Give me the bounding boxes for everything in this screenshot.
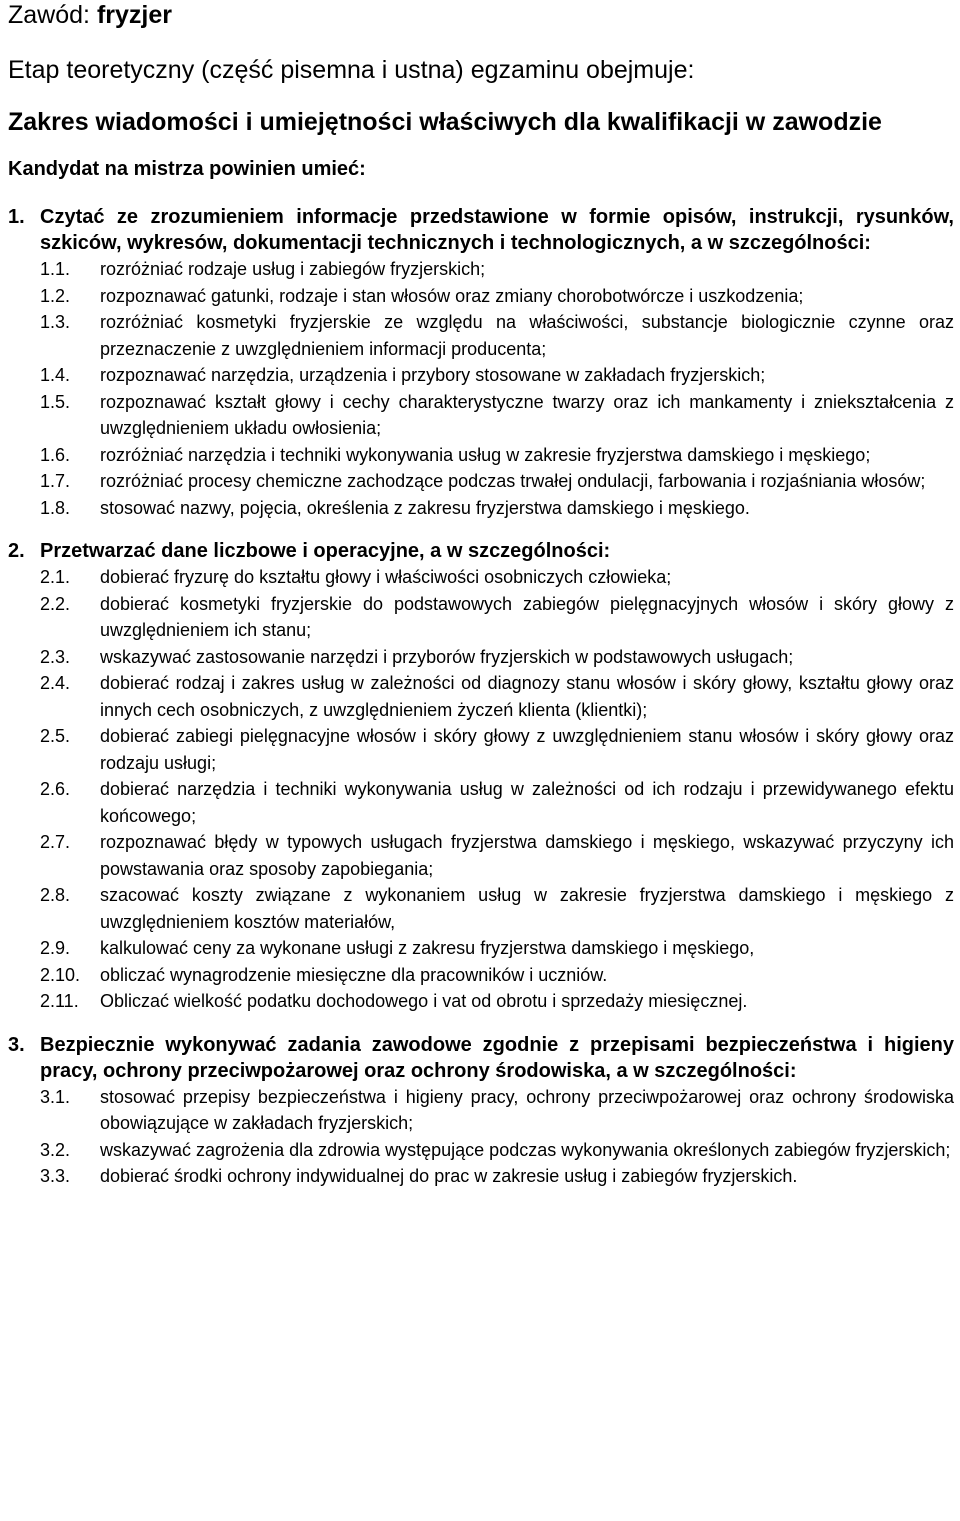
item-text: szacować koszty związane z wykonaniem usług w zakresie fryzjerstwa damskiego i męskiego z uwzględnieniem kosztów materiałów, bbox=[100, 885, 954, 932]
list-item bbox=[8, 1137, 954, 1164]
list-item bbox=[8, 495, 954, 522]
section-number: 1. bbox=[8, 206, 25, 228]
item-text: rozpoznawać gatunki, rodzaje i stan włosów oraz zmiany chorobotwórcze i uszkodzenia; bbox=[100, 285, 804, 306]
section-3 bbox=[8, 1032, 954, 1190]
profession-line bbox=[8, 0, 954, 30]
profession-label: Zawód: bbox=[8, 1, 97, 29]
candidate-intro: Kandydat na mistrza powinien umieć: bbox=[8, 158, 366, 180]
item-text: stosować nazwy, pojęcia, określenia z zakresu fryzjerstwa damskiego i męskiego. bbox=[100, 497, 750, 518]
section-title: Przetwarzać dane liczbowe i operacyjne, a w szczególności: bbox=[40, 540, 611, 562]
list-item bbox=[8, 644, 954, 671]
section-title: Bezpiecznie wykonywać zadania zawodowe zgodnie z przepisami bezpieczeństwa i higieny pracy, ochrony przeciwpożarowej oraz ochrony środowiska, a w szczególności: bbox=[40, 1033, 954, 1082]
list-item bbox=[8, 723, 954, 776]
item-text: obliczać wynagrodzenie miesięczne dla pracowników i uczniów. bbox=[100, 964, 608, 985]
item-text: dobierać narzędzia i techniki wykonywania usług w zależności od ich rodzaju i przewidywanego efektu końcowego; bbox=[100, 779, 954, 826]
item-number: 2.3. bbox=[40, 646, 71, 667]
item-text: Obliczać wielkość podatku dochodowego i vat od obrotu i sprzedaży miesięcznej. bbox=[100, 991, 748, 1011]
item-text: rozróżniać kosmetyki fryzjerskie ze względu na właściwości, substancje biologicznie czynne oraz przeznaczenie z uwzględnieniem informacji producenta; bbox=[100, 312, 954, 359]
list-item bbox=[8, 1163, 954, 1190]
item-number: 1.4. bbox=[40, 365, 71, 385]
item-number: 1.3. bbox=[40, 312, 71, 332]
section-1 bbox=[8, 204, 954, 521]
list-item bbox=[8, 670, 954, 723]
profession-value: fryzjer bbox=[96, 1, 172, 29]
item-number: 2.5. bbox=[40, 726, 71, 746]
item-number: 3.3. bbox=[40, 1166, 71, 1186]
item-text: wskazywać zastosowanie narzędzi i przyborów fryzjerskich w podstawowych usługach; bbox=[100, 646, 794, 667]
item-number: 1.1. bbox=[40, 259, 71, 279]
item-number: 1.8. bbox=[40, 497, 71, 518]
item-text: rozpoznawać błędy w typowych usługach fryzjerstwa damskiego i męskiego, wskazywać przyczyny ich powstawania oraz sposoby zapobiegania; bbox=[100, 832, 954, 879]
item-text: rozróżniać narzędzia i techniki wykonywania usług w zakresie fryzjerstwa damskiego i męskiego; bbox=[100, 444, 871, 465]
list-item bbox=[8, 591, 954, 644]
section-heading bbox=[8, 538, 954, 564]
list-item bbox=[8, 309, 954, 362]
section-2 bbox=[8, 538, 954, 1015]
list-item bbox=[8, 962, 954, 989]
item-number: 3.2. bbox=[40, 1139, 71, 1160]
exam-scope-heading: Etap teoretyczny (część pisemna i ustna) egzaminu obejmuje: bbox=[8, 56, 695, 84]
item-text: dobierać fryzurę do kształtu głowy i właściwości osobniczych człowieka; bbox=[100, 567, 672, 587]
item-number: 2.7. bbox=[40, 832, 71, 852]
list-item bbox=[8, 389, 954, 442]
section-number: 2. bbox=[8, 540, 25, 562]
requirements-list bbox=[8, 204, 954, 1190]
item-text: rozpoznawać narzędzia, urządzenia i przybory stosowane w zakładach fryzjerskich; bbox=[100, 365, 766, 385]
item-number: 3.1. bbox=[40, 1086, 71, 1107]
item-text: kalkulować ceny za wykonane usługi z zakresu fryzjerstwa damskiego i męskiego, bbox=[100, 938, 755, 958]
item-number: 2.10. bbox=[40, 964, 81, 985]
qualification-scope-heading: Zakres wiadomości i umiejętności właściwych dla kwalifikacji w zawodzie bbox=[8, 108, 882, 136]
section-title: Czytać ze zrozumieniem informacje przedstawione w formie opisów, instrukcji, rysunków, szkiców, wykresów, dokumentacji technicznych i technologicznych, a w szczególności: bbox=[40, 206, 954, 254]
list-item bbox=[8, 882, 954, 935]
item-text: stosować przepisy bezpieczeństwa i higieny pracy, ochrony przeciwpożarowej oraz ochrony środowiska obowiązujące w zakładach fryzjerskich; bbox=[100, 1086, 954, 1133]
item-text: rozpoznawać kształt głowy i cechy charakterystyczne twarzy oraz ich mankamenty i zniekształcenia z uwzględnieniem układu owłosienia; bbox=[100, 391, 954, 438]
item-number: 2.11. bbox=[40, 991, 79, 1011]
item-number: 1.5. bbox=[40, 391, 71, 412]
list-item bbox=[8, 283, 954, 310]
item-text: rozróżniać procesy chemiczne zachodzące podczas trwałej ondulacji, farbowania i rozjaśniania włosów; bbox=[100, 471, 926, 491]
item-number: 2.4. bbox=[40, 673, 71, 693]
section-heading bbox=[8, 204, 954, 256]
item-number: 1.7. bbox=[40, 471, 71, 491]
list-item bbox=[8, 362, 954, 389]
item-number: 2.1. bbox=[40, 567, 71, 587]
item-number: 1.6. bbox=[40, 444, 71, 465]
list-item bbox=[8, 468, 954, 495]
item-text: dobierać kosmetyki fryzjerskie do podstawowych zabiegów pielęgnacyjnych włosów i skóry głowy z uwzględnieniem ich stanu; bbox=[100, 593, 954, 640]
list-item bbox=[8, 1084, 954, 1137]
item-text: wskazywać zagrożenia dla zdrowia występujące podczas wykonywania określonych zabiegów fryzjerskich; bbox=[100, 1139, 951, 1160]
item-number: 1.2. bbox=[40, 285, 71, 306]
list-item bbox=[8, 776, 954, 829]
item-number: 2.8. bbox=[40, 885, 71, 905]
item-number: 2.6. bbox=[40, 779, 71, 799]
section-number: 3. bbox=[8, 1033, 25, 1056]
list-item bbox=[8, 935, 954, 962]
item-text: rozróżniać rodzaje usług i zabiegów fryzjerskich; bbox=[100, 259, 486, 279]
list-item bbox=[8, 564, 954, 591]
item-number: 2.2. bbox=[40, 593, 71, 614]
item-number: 2.9. bbox=[40, 938, 71, 958]
list-item bbox=[8, 988, 954, 1015]
item-text: dobierać zabiegi pielęgnacyjne włosów i skóry głowy z uwzględnieniem stanu włosów i skóry głowy oraz rodzaju usługi; bbox=[100, 726, 954, 773]
list-item bbox=[8, 442, 954, 469]
section-heading bbox=[8, 1032, 954, 1084]
list-item bbox=[8, 829, 954, 882]
list-item bbox=[8, 256, 954, 283]
item-text: dobierać środki ochrony indywidualnej do prac w zakresie usług i zabiegów fryzjerskich. bbox=[100, 1166, 798, 1186]
item-text: dobierać rodzaj i zakres usług w zależności od diagnozy stanu włosów i skóry głowy, kształtu głowy oraz innych cech osobniczych, z uwzględnieniem życzeń klienta (klientki); bbox=[100, 673, 954, 720]
